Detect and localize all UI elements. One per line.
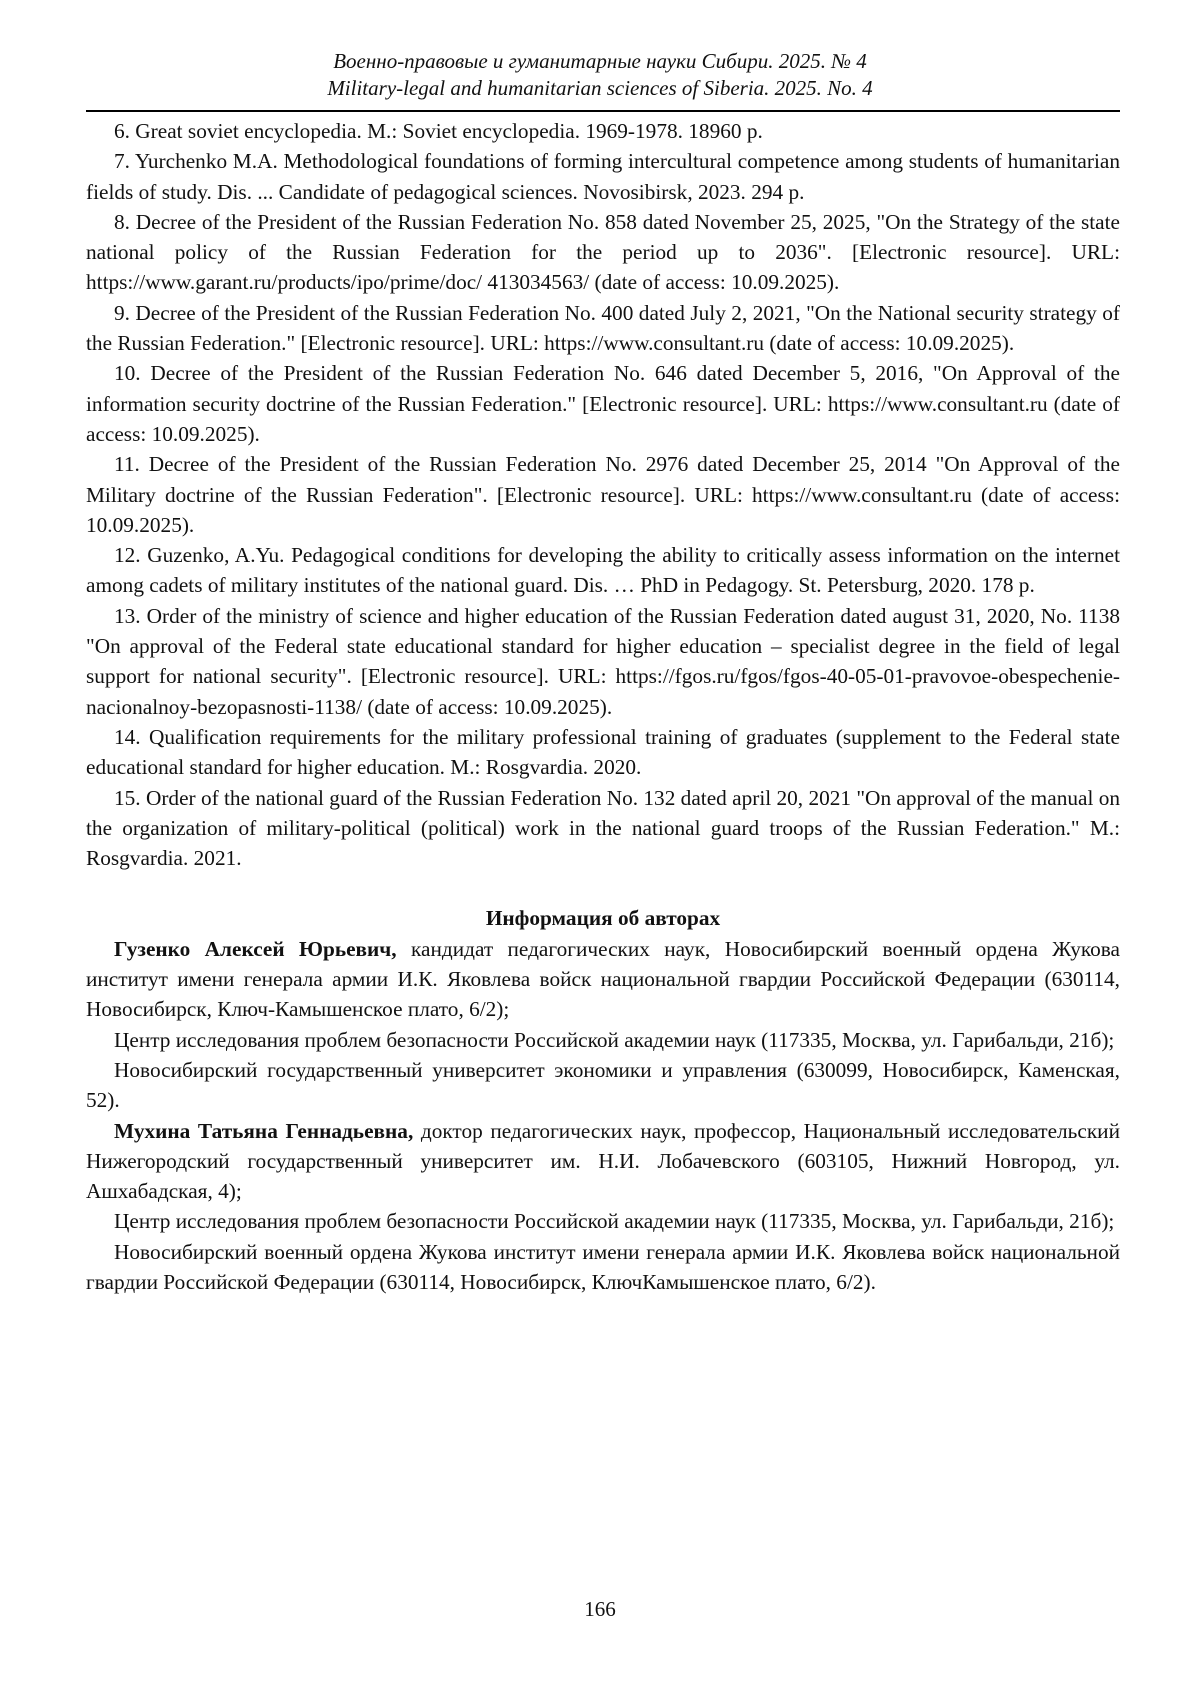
author-affiliation: Новосибирский государственный университет экономики и управления (630099, Новосибирск, Каменская, 52). xyxy=(86,1057,1120,1113)
reference-list xyxy=(86,116,1120,873)
author-name: Гузенко Алексей Юрьевич, xyxy=(114,936,397,961)
reference-item: 9. Decree of the President of the Russian Federation No. 400 dated July 2, 2021, "On the National security strategy of the Russian Federation." [Electronic resource]. URL: https://www.consultant.ru (date of access: 10.09.2025). xyxy=(86,300,1120,356)
page-number: 166 xyxy=(584,1597,616,1621)
reference-item: 7. Yurchenko M.A. Methodological foundations of forming intercultural competence among students of humanitarian fields of study. Dis. ... Candidate of pedagogical sciences. Novosibirsk, 2023. 294 p. xyxy=(86,149,1120,204)
author-guzenko xyxy=(86,934,1120,1025)
reference-item: 11. Decree of the President of the Russian Federation No. 2976 dated December 25, 2014 "On Approval of the Military doctrine of the Russian Federation". [Electronic resource]. URL: https://www.consultant.ru (date of access: 10.09.2025). xyxy=(86,452,1120,537)
author-info: доктор педагогических наук, профессор, Национальный исследовательский Нижегородский государственный университет им. Н.И. Лобачевского (603105, Нижний Новгород, ул. Ашхабадская, 4); xyxy=(86,1118,1120,1204)
author-affiliation: Центр исследования проблем безопасности Российской академии наук (117335, Москва, ул. Гарибальди, 21б); xyxy=(114,1209,1115,1234)
reference-item: 8. Decree of the President of the Russian Federation No. 858 dated November 25, 2025, "On the Strategy of the state national policy of the Russian Federation for the period up to 2036". [Electronic resource]. URL: https://www.garant.ru/products/ipo/prime/doc/ 413034563/ (date of access: 10.09.2025). xyxy=(86,209,1120,295)
reference-item: 14. Qualification requirements for the military professional training of graduates (supplement to the Federal state educational standard for higher education. M.: Rosgvardia. 2020. xyxy=(86,724,1120,780)
author-info: кандидат педагогических наук, Новосибирский военный ордена Жукова институт имени генерала армии И.К. Яковлева войск национальной гвардии Российской Федерации (630114, Новосибирск, Ключ-Камышенское плато, 6/2); xyxy=(86,936,1121,1022)
journal-header xyxy=(80,48,1120,102)
page-body xyxy=(86,116,1120,1297)
reference-item: 12. Guzenko, A.Yu. Pedagogical conditions for developing the ability to critically assess information on the internet among cadets of military institutes of the national guard. Dis. … PhD in Pedagogy. St. Petersburg, 2020. 178 p. xyxy=(86,543,1120,598)
header-divider xyxy=(86,110,1120,112)
author-affiliation: Центр исследования проблем безопасности Российской академии наук (117335, Москва, ул. Гарибальди, 21б); xyxy=(114,1027,1115,1052)
author-name: Мухина Татьяна Геннадьевна, xyxy=(114,1118,414,1143)
reference-item: 6. Great soviet encyclopedia. M.: Soviet encyclopedia. 1969-1978. 18960 p. xyxy=(114,119,763,143)
reference-item: 10. Decree of the President of the Russian Federation No. 646 dated December 5, 2016, "On Approval of the information security doctrine of the Russian Federation." [Electronic resource]. URL: https://www.consultant.ru (date of access: 10.09.2025). xyxy=(86,361,1120,446)
authors-section-title: Информация об авторах xyxy=(485,906,721,931)
reference-item: 13. Order of the ministry of science and higher education of the Russian Federation dated august 31, 2020, No. 1138 "On approval of the Federal state educational standard for higher education – specialist degree in the field of legal support for national security". [Electronic resource]. URL: https://fgos.ru/fgos/fgos-40-05-01-pravovoe-obespechenie-nacionalnoy-bezopasnosti-1138/ (date of access: 10.09.2025). xyxy=(86,603,1120,719)
reference-item: 15. Order of the national guard of the Russian Federation No. 132 dated april 20, 2021 "On approval of the manual on the organization of military-political (political) work in the national guard troops of the Russian Federation." M.: Rosgvardia. 2021. xyxy=(86,785,1120,871)
journal-title-ru: Военно-правовые и гуманитарные науки Сибири. 2025. № 4 xyxy=(333,49,867,73)
author-mukhina xyxy=(86,1116,1120,1207)
journal-title-en: Military-legal and humanitarian sciences of Siberia. 2025. No. 4 xyxy=(327,76,873,100)
author-affiliation: Новосибирский военный ордена Жукова институт имени генерала армии И.К. Яковлева войск национальной гвардии Российской Федерации (630114, Новосибирск, КлючКамышенское плато, 6/2). xyxy=(86,1239,1120,1294)
